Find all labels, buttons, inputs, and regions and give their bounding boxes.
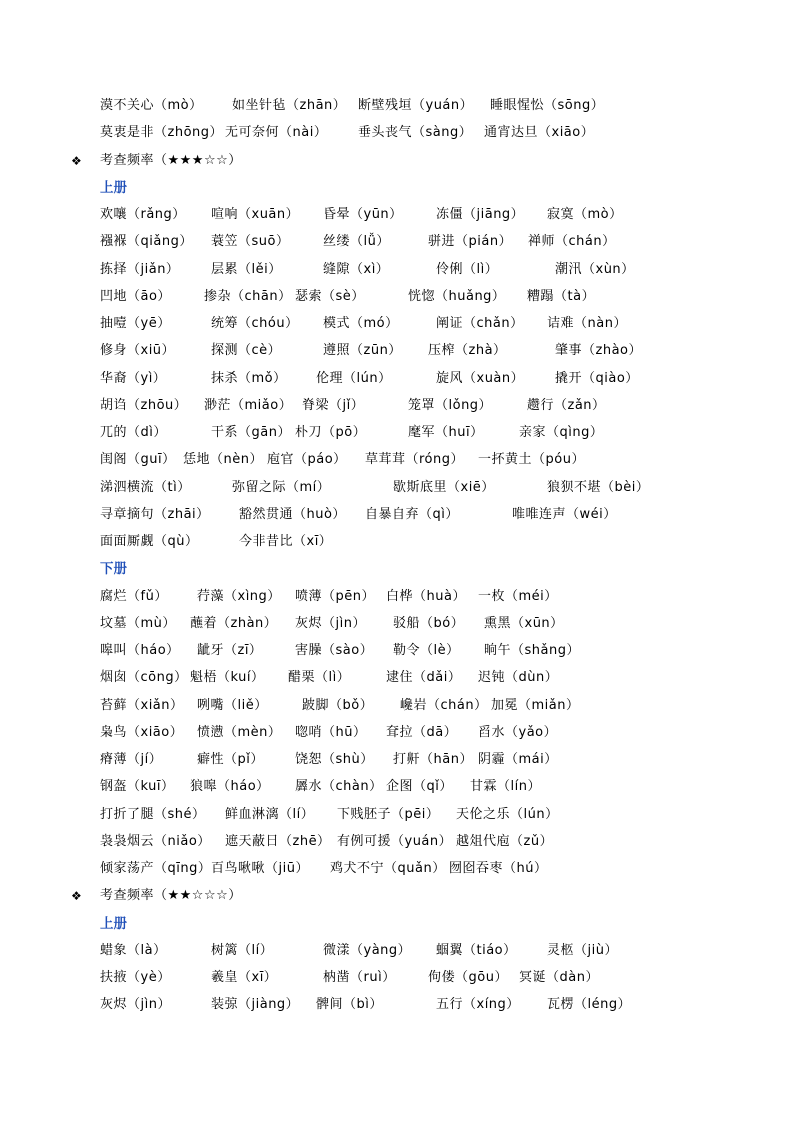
vocab-entry: 糟蹋（tà） xyxy=(527,288,596,304)
vocab-entry: 倾家荡产（qīng） xyxy=(100,861,212,876)
vocab-entry: 饶恕（shù） xyxy=(295,752,374,767)
vocab-entry: 天伦之乐（lún） xyxy=(456,806,559,822)
vocab-entry: 蜡象（là） xyxy=(100,942,167,958)
vocab-entry: 涕泗横流（tì） xyxy=(100,479,191,495)
volume-label: 下册 xyxy=(100,561,127,578)
volume-label: 上册 xyxy=(100,915,127,932)
vocab-row xyxy=(0,641,794,661)
vocab-entry: 一抔黄土（póu） xyxy=(478,452,585,468)
vocab-entry: 垂头丧气（sàng） xyxy=(358,125,473,141)
vocab-entry: 瘠薄（jí） xyxy=(100,752,163,767)
vocab-entry: 苔藓（xiǎn） xyxy=(100,697,184,713)
vocab-entry: 诘难（nàn） xyxy=(547,316,627,331)
vocab-entry: 灰烬（jìn） xyxy=(100,997,171,1013)
vocab-entry: 睡眼惺忪（sōng） xyxy=(490,98,605,113)
vocab-row xyxy=(0,450,794,470)
vocab-row xyxy=(0,587,794,607)
frequency-label: 考查频率（★★☆☆☆） xyxy=(100,888,242,904)
vocab-entry: 枘凿（ruì） xyxy=(323,970,396,985)
vocab-entry: 囫囵吞枣（hú） xyxy=(449,861,548,876)
vocab-row xyxy=(0,396,794,416)
frequency-heading xyxy=(0,151,794,171)
vocab-entry: 佝偻（gōu） xyxy=(428,970,508,985)
vocab-entry: 断壁残垣（yuán） xyxy=(358,98,474,113)
volume-label: 上册 xyxy=(100,179,127,196)
vocab-entry: 晌午（shǎng） xyxy=(484,643,580,658)
vocab-entry: 蓑笠（suō） xyxy=(211,234,290,250)
vocab-entry: 歇斯底里（xiē） xyxy=(393,479,495,495)
vocab-entry: 亲家（qìng） xyxy=(519,425,604,440)
vocab-entry: 朴刀（pō） xyxy=(295,425,367,440)
vocab-entry: 灰烬（jìn） xyxy=(295,615,366,631)
vocab-entry: 唯唯连声（wéi） xyxy=(512,506,617,522)
vocab-entry: 襁褓（qiǎng） xyxy=(100,234,193,250)
vocab-entry: 通宵达旦（xiāo） xyxy=(484,125,595,141)
vocab-row xyxy=(0,941,794,961)
vocab-entry: 唿哨（hū） xyxy=(295,724,367,740)
vocab-entry: 一枚（méi） xyxy=(478,588,558,604)
vocab-row xyxy=(0,968,794,988)
vocab-entry: 瓦楞（léng） xyxy=(547,997,632,1013)
vocab-entry: 掺杂（chān） xyxy=(204,288,292,304)
vocab-entry: 拣择（jiǎn） xyxy=(100,261,180,277)
vocab-entry: 熏黑（xūn） xyxy=(484,615,564,631)
vocab-row xyxy=(0,369,794,389)
vocab-entry: 舀水（yǎo） xyxy=(478,724,558,740)
vocab-entry: 愤懑（mèn） xyxy=(197,724,282,740)
vocab-entry: 咧嘴（liě） xyxy=(197,697,268,713)
vocab-row xyxy=(0,232,794,252)
vocab-entry: 巉岩（chán） xyxy=(400,697,488,713)
vocab-entry: 庖官（páo） xyxy=(267,452,347,468)
vocab-entry: 欢嚷（rǎng） xyxy=(100,207,186,222)
vocab-entry: 瑟索（sè） xyxy=(295,288,365,304)
vocab-entry: 昏晕（yūn） xyxy=(323,207,403,222)
vocab-entry: 兀的（dì） xyxy=(100,425,167,440)
vocab-entry: 龇牙（zī） xyxy=(197,643,263,658)
vocab-entry: 灵柩（jiù） xyxy=(547,942,618,958)
frequency-label: 考查频率（★★★☆☆） xyxy=(100,152,242,168)
vocab-row xyxy=(0,287,794,307)
vocab-entry: 勒令（lè） xyxy=(393,643,460,658)
vocab-entry: 坟墓（mù） xyxy=(100,615,176,631)
vocab-row xyxy=(0,777,794,797)
vocab-entry: 百鸟啾啾（jiū） xyxy=(211,861,309,876)
vocab-entry: 鲜血淋漓（lí） xyxy=(225,806,315,822)
vocab-entry: 狼嗥（háo） xyxy=(190,779,270,795)
vocab-entry: 枭鸟（xiāo） xyxy=(100,724,184,740)
vocab-row xyxy=(0,859,794,879)
vocab-entry: 装弶（jiàng） xyxy=(211,997,300,1013)
vocab-entry: 迟钝（dùn） xyxy=(478,670,559,686)
vocab-entry: 莫衷是非（zhōng） xyxy=(100,125,224,141)
vocab-entry: 五行（xíng） xyxy=(436,997,520,1013)
vocab-entry: 华裔（yì） xyxy=(100,370,167,386)
vocab-entry: 禅师（chán） xyxy=(528,234,616,250)
vocab-entry: 阐证（chǎn） xyxy=(436,316,524,331)
vocab-entry: 企图（qǐ） xyxy=(386,779,453,795)
vocab-entry: 冥诞（dàn） xyxy=(519,970,599,985)
vocab-entry: 蝈翼（tiáo） xyxy=(436,942,517,958)
vocab-entry: 甘霖（lín） xyxy=(470,779,541,795)
vocab-entry: 害臊（sào） xyxy=(295,643,374,658)
vocab-entry: 渺茫（miǎo） xyxy=(204,397,293,413)
vocab-entry: 有例可援（yuán） xyxy=(337,833,453,849)
vocab-entry: 鸡犬不宁（quǎn） xyxy=(330,861,446,876)
vocab-entry: 打鼾（hān） xyxy=(393,752,473,767)
vocab-entry: 冻僵（jiāng） xyxy=(436,207,525,222)
vocab-entry: 旋风（xuàn） xyxy=(436,370,525,386)
vocab-row xyxy=(0,832,794,852)
vocab-entry: 打折了腿（shé） xyxy=(100,806,206,822)
vocab-row xyxy=(0,96,794,116)
vocab-entry: 耷拉（dā） xyxy=(386,724,458,740)
vocab-row xyxy=(0,614,794,634)
vocab-entry: 草茸茸（róng） xyxy=(365,452,465,468)
vocab-entry: 探测（cè） xyxy=(211,343,282,359)
vocab-entry: 伶俐（lì） xyxy=(436,261,499,277)
vocab-entry: 魁梧（kuí） xyxy=(190,670,265,686)
vocab-entry: 丝缕（lǚ） xyxy=(323,234,390,250)
vocab-entry: 越俎代庖（zǔ） xyxy=(456,833,554,849)
vocab-entry: 干系（gān） xyxy=(211,425,291,440)
vocab-entry: 微漾（yàng） xyxy=(323,942,412,958)
vocab-entry: 荇藻（xìng） xyxy=(197,588,281,604)
vocab-row xyxy=(0,668,794,688)
vocab-entry: 面面厮觑（qù） xyxy=(100,534,199,549)
vocab-entry: 压榨（zhà） xyxy=(428,343,507,359)
vocab-entry: 闺阁（guī） xyxy=(100,452,176,468)
vocab-entry: 如坐针毡（zhān） xyxy=(232,98,347,113)
volume-heading xyxy=(0,178,794,198)
volume-heading xyxy=(0,559,794,579)
vocab-entry: 阴霾（mái） xyxy=(478,752,558,767)
vocab-entry: 癖性（pǐ） xyxy=(197,752,264,767)
vocab-entry: 羼水（chàn） xyxy=(295,779,383,795)
vocab-entry: 自暴自弃（qì） xyxy=(365,506,459,522)
diamond-bullet-icon: ❖ xyxy=(71,153,82,168)
vocab-entry: 潮汛（xùn） xyxy=(555,261,635,277)
vocab-entry: 漠不关心（mò） xyxy=(100,98,203,113)
vocab-entry: 髀间（bì） xyxy=(316,997,383,1013)
vocab-entry: 伦理（lún） xyxy=(316,370,392,386)
vocab-entry: 狼狈不堪（bèi） xyxy=(547,479,650,495)
vocab-entry: 弥留之际（mí） xyxy=(232,479,331,495)
vocab-entry: 醋栗（lì） xyxy=(288,670,351,686)
vocab-entry: 喷薄（pēn） xyxy=(295,588,375,604)
vocab-entry: 树篱（lí） xyxy=(211,942,274,958)
vocab-row xyxy=(0,260,794,280)
vocab-entry: 恍惚（huǎng） xyxy=(408,288,506,304)
vocab-row xyxy=(0,123,794,143)
vocab-entry: 凹地（āo） xyxy=(100,288,171,304)
vocab-row xyxy=(0,805,794,825)
vocab-row xyxy=(0,314,794,334)
vocab-row xyxy=(0,723,794,743)
vocab-row xyxy=(0,750,794,770)
vocab-entry: 跛脚（bǒ） xyxy=(302,697,374,713)
vocab-entry: 遮天蔽日（zhē） xyxy=(225,833,331,849)
vocab-entry: 驳船（bó） xyxy=(393,615,465,631)
vocab-entry: 统筹（chóu） xyxy=(211,316,299,331)
vocab-entry: 蘸着（zhàn） xyxy=(190,615,278,631)
vocab-entry: 恁地（nèn） xyxy=(183,452,263,468)
vocab-entry: 缝隙（xì） xyxy=(323,261,390,277)
vocab-entry: 笼罩（lǒng） xyxy=(408,397,493,413)
vocab-entry: 寻章摘句（zhāi） xyxy=(100,506,210,522)
vocab-row xyxy=(0,341,794,361)
vocab-entry: 肇事（zhào） xyxy=(555,343,642,359)
vocab-row xyxy=(0,423,794,443)
vocab-entry: 趱行（zǎn） xyxy=(527,397,606,413)
vocab-row xyxy=(0,696,794,716)
vocab-entry: 模式（mó） xyxy=(323,316,399,331)
vocab-entry: 今非昔比（xī） xyxy=(239,534,333,549)
vocab-entry: 袅袅烟云（niǎo） xyxy=(100,833,211,849)
vocab-entry: 加冕（miǎn） xyxy=(491,697,580,713)
vocab-row xyxy=(0,205,794,225)
frequency-heading xyxy=(0,886,794,906)
vocab-entry: 喧响（xuān） xyxy=(211,207,300,222)
vocab-entry: 撬开（qiào） xyxy=(555,370,639,386)
vocab-entry: 白桦（huà） xyxy=(386,588,466,604)
vocab-entry: 扶掖（yè） xyxy=(100,970,171,985)
vocab-entry: 嗥叫（háo） xyxy=(100,643,180,658)
vocab-row xyxy=(0,505,794,525)
vocab-entry: 豁然贯通（huò） xyxy=(239,506,346,522)
vocab-entry: 抹杀（mǒ） xyxy=(211,370,287,386)
vocab-entry: 羲皇（xī） xyxy=(211,970,278,985)
vocab-entry: 脊梁（jǐ） xyxy=(302,397,365,413)
volume-heading xyxy=(0,914,794,934)
vocab-row xyxy=(0,532,794,552)
diamond-bullet-icon: ❖ xyxy=(71,889,82,904)
vocab-entry: 钢盔（kuī） xyxy=(100,779,175,795)
vocab-entry: 烟囱（cōng） xyxy=(100,670,188,686)
vocab-entry: 无可奈何（nài） xyxy=(225,125,328,141)
vocab-entry: 抽噎（yē） xyxy=(100,316,171,331)
vocab-row xyxy=(0,478,794,498)
vocab-entry: 下贱胚子（pēi） xyxy=(337,806,440,822)
vocab-entry: 层累（lěi） xyxy=(211,261,282,277)
vocab-row xyxy=(0,995,794,1015)
vocab-entry: 寂寞（mò） xyxy=(547,207,623,222)
vocab-entry: 骈进（pián） xyxy=(428,234,513,250)
vocab-entry: 逮住（dǎi） xyxy=(386,670,462,686)
vocab-entry: 遵照（zūn） xyxy=(323,343,402,359)
vocab-entry: 胡诌（zhōu） xyxy=(100,397,188,413)
vocab-entry: 麾军（huī） xyxy=(408,425,484,440)
vocab-entry: 修身（xiū） xyxy=(100,343,176,359)
vocab-entry: 腐烂（fǔ） xyxy=(100,588,168,604)
